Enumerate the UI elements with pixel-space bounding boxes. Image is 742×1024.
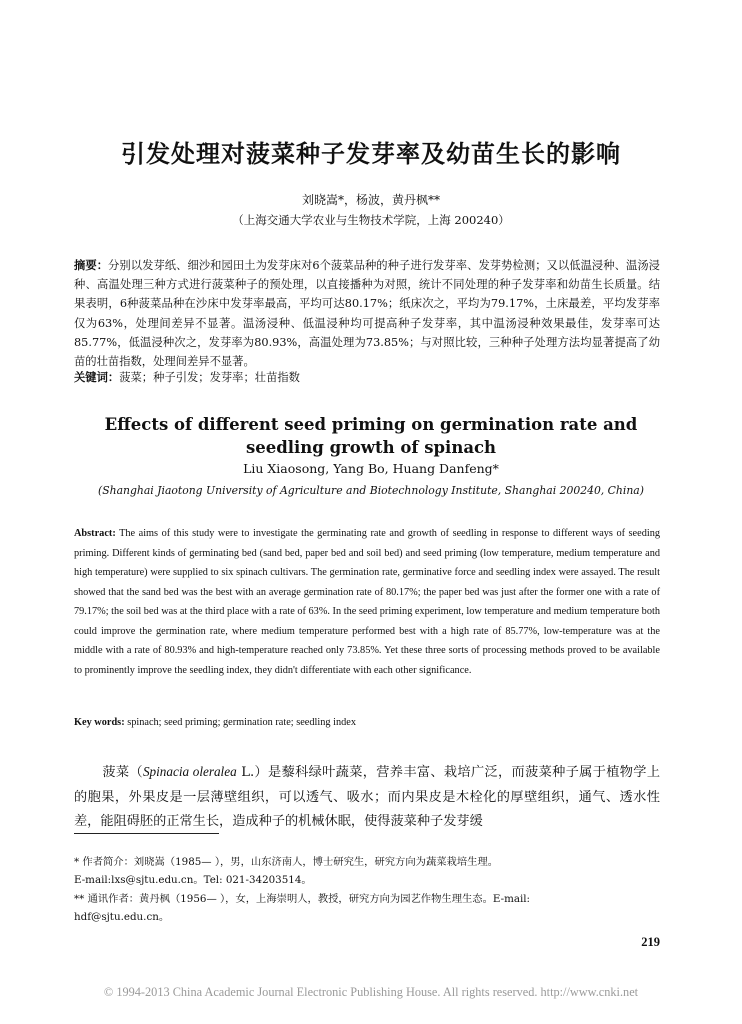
keywords-en-text: spinach; seed priming; germination rate; seedling index xyxy=(127,717,356,728)
footnote-divider xyxy=(74,833,219,834)
keywords-en-label: Key words: xyxy=(74,717,125,728)
paper-title-en xyxy=(0,413,742,459)
body-latin-name: Spinacia oleralea xyxy=(142,764,237,779)
abstract-en xyxy=(74,524,660,680)
footnote-author-bio-line2: E-mail:lxs@sjtu.edu.cn。Tel: 021-34203514。 xyxy=(74,874,312,886)
footnote-author-bio xyxy=(74,853,660,889)
keywords-cn xyxy=(74,369,660,385)
body-paragraph xyxy=(74,760,660,835)
footnote-corresponding-line2: hdf@sjtu.edu.cn。 xyxy=(74,911,170,923)
page-number: 219 xyxy=(641,935,660,949)
keywords-cn-text: 菠菜；种子引发；发芽率；壮苗指数 xyxy=(119,371,300,384)
paper-title-cn: 引发处理对菠菜种子发芽率及幼苗生长的影响 xyxy=(121,139,621,168)
authors-cn: 刘晓嵩*，杨波，黄丹枫** xyxy=(301,193,440,207)
copyright-notice: © 1994-2013 China Academic Journal Electronic Publishing House. All rights reserved. http://www.cnki.net xyxy=(103,985,639,999)
keywords-cn-label: 关键词： xyxy=(74,370,120,384)
affiliation-en: (Shanghai Jiaotong University of Agriculture and Biotechnology Institute, Shanghai 200240, China) xyxy=(98,484,644,497)
body-text-part2: L.）是藜科绿叶蔬菜，营养丰富、栽培广泛，而菠菜种子属于植物学上的胞果，外果皮是一层薄壁组织，可以透气、吸水；而内果皮是木栓化的厚壁组织，通气、透水性差，能阻碍胚的正常生长，造成种子的机械休眠，使得菠菜种子发芽缓 xyxy=(74,765,661,829)
paper-title-en-line1: Effects of different seed priming on germination rate and xyxy=(104,415,638,434)
footnote-corresponding-author xyxy=(74,890,660,926)
authors-en: Liu Xiaosong, Yang Bo, Huang Danfeng* xyxy=(243,461,499,476)
footnote-author-bio-line1: * 作者简介：刘晓嵩（1985— ），男，山东济南人，博士研究生，研究方向为蔬菜栽培生理。 xyxy=(74,856,499,868)
paper-title-en-line2: seedling growth of spinach xyxy=(245,438,497,457)
footnote-corresponding-line1: ** 通讯作者：黄丹枫（1956— ），女，上海崇明人，教授，研究方向为园艺作物生理生态。E-mail: xyxy=(74,893,531,905)
abstract-cn-label: 摘要： xyxy=(74,258,109,272)
abstract-en-text: The aims of this study were to investigate the germinating rate and growth of seedling in response to different ways of seeding priming. Different kinds of germinating bed (sand bed, paper bed and soil bed) and seed priming (low temperature, medium temperature and high temperature) were supplied to six spinach cultivars. The germination rate, germinative force and seedling index were assayed. The result showed that the sand bed was the best with an average germination rate of 80.17%; the paper bed was just after the former one with a rate of 79.17%; the soil bed was at the third place with a rate of 63%. In the seed priming experiment, low temperature and medium temperature both could improve the germination rate, where medium temperature performed best with a high rate of 85.77%, low-temperature was at the middle with a rate of 80.93% and high-temperature reached only 73.85%. Yet these three sorts of processing methods proved to be available to prominently improve the seedling index, they didn't differentiate with each other significance. xyxy=(74,528,660,676)
abstract-en-label: Abstract: xyxy=(74,528,116,539)
affiliation-cn: （上海交通大学农业与生物技术学院，上海 200240） xyxy=(232,213,510,227)
abstract-cn-text: 分别以发芽纸、细沙和园田土为发芽床对6个菠菜品种的种子进行发芽率、发芽势检测；又以低温浸种、温汤浸种、高温处理三种方式进行菠菜种子的预处理，以直接播种为对照，统计不同处理的种子发芽率和幼苗生长质量。结果表明，6种菠菜品种在沙床中发芽率最高，平均可达80.17%；纸床次之，平均为79.17%，土床最差，平均发芽率仅为63%，处理间差异不显著。温汤浸种、低温浸种均可提高种子发芽率，其中温汤浸种效果最佳，发芽率可达85.77%，低温浸种次之，发芽率为80.93%，高温处理为73.85%；与对照比较，三种种子处理方法均显著提高了幼苗的壮苗指数，处理间差异不显著。 xyxy=(74,259,660,369)
body-text-part1: 菠菜（ xyxy=(102,765,143,780)
abstract-cn xyxy=(74,256,660,371)
keywords-en xyxy=(74,717,660,728)
